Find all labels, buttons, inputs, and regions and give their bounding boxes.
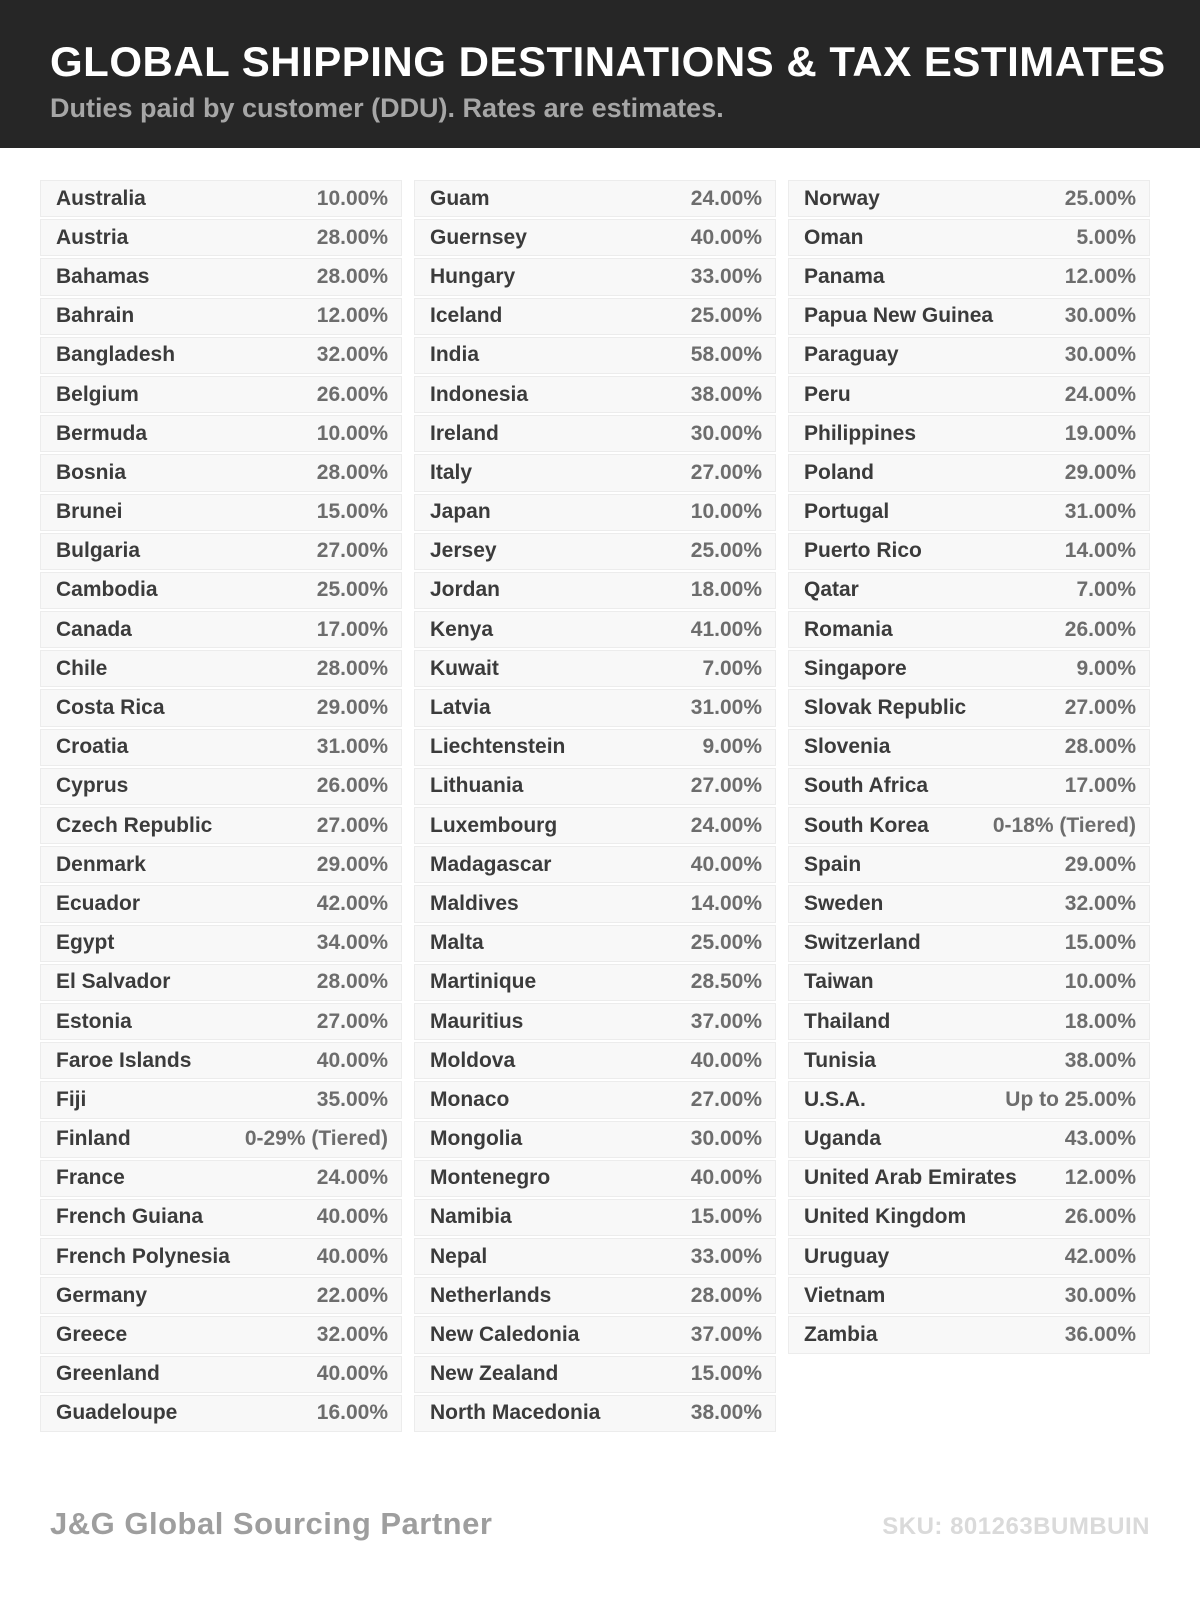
country-name: French Guiana — [56, 1205, 204, 1229]
country-name: North Macedonia — [430, 1401, 601, 1425]
country-name: Oman — [804, 225, 864, 249]
table-row — [414, 1199, 776, 1236]
country-name: Bangladesh — [56, 343, 176, 367]
tax-rate: 26.00% — [1064, 1205, 1136, 1229]
tax-rate: 32.00% — [316, 1323, 388, 1347]
country-name: U.S.A. — [804, 1087, 866, 1111]
table-row — [788, 1081, 1150, 1118]
country-name: Jersey — [430, 539, 497, 563]
table-row — [40, 1003, 402, 1040]
tax-rate: 10.00% — [1064, 970, 1136, 994]
country-name: Vietnam — [804, 1283, 886, 1307]
country-name: Costa Rica — [56, 696, 165, 720]
table-row — [414, 1316, 776, 1353]
tax-rate: 38.00% — [1064, 1048, 1136, 1072]
table-row — [414, 494, 776, 531]
table-row — [414, 219, 776, 256]
table-row — [414, 611, 776, 648]
country-name: Japan — [430, 500, 491, 524]
table-row — [788, 729, 1150, 766]
country-name: Guadeloupe — [56, 1401, 178, 1425]
table-row — [40, 885, 402, 922]
tax-rate: 28.00% — [316, 460, 388, 484]
country-name: Tunisia — [804, 1048, 876, 1072]
tax-rate: 12.00% — [1064, 264, 1136, 288]
tax-rate: 10.00% — [316, 186, 388, 210]
country-name: Portugal — [804, 500, 890, 524]
table-row — [414, 846, 776, 883]
table-row — [788, 964, 1150, 1001]
table-row — [414, 1042, 776, 1079]
page-header — [0, 0, 1200, 148]
tax-rate: 40.00% — [690, 1048, 762, 1072]
tax-rate: 9.00% — [1076, 656, 1136, 680]
tax-rate: 25.00% — [690, 539, 762, 563]
country-name: Denmark — [56, 852, 146, 876]
country-name: Philippines — [804, 421, 917, 445]
table-row — [788, 1316, 1150, 1353]
country-name: Martinique — [430, 970, 537, 994]
tax-rate: 17.00% — [1064, 774, 1136, 798]
table-row — [788, 650, 1150, 687]
table-row — [40, 611, 402, 648]
table-row — [788, 611, 1150, 648]
table-row — [788, 1238, 1150, 1275]
country-name: Peru — [804, 382, 851, 406]
rates-column-3 — [788, 180, 1150, 1354]
tax-rate: 27.00% — [690, 774, 762, 798]
tax-rate: 31.00% — [1064, 500, 1136, 524]
country-name: Finland — [56, 1127, 131, 1151]
country-name: Maldives — [430, 891, 519, 915]
country-name: Cyprus — [56, 774, 129, 798]
country-name: Netherlands — [430, 1283, 552, 1307]
country-name: Guam — [430, 186, 490, 210]
table-row — [414, 1003, 776, 1040]
tax-rate: 35.00% — [316, 1087, 388, 1111]
tax-rate: 30.00% — [1064, 1283, 1136, 1307]
tax-rate: 28.00% — [316, 264, 388, 288]
country-name: French Polynesia — [56, 1244, 230, 1268]
tax-rate: 27.00% — [1064, 696, 1136, 720]
tax-rate: 32.00% — [316, 343, 388, 367]
country-name: South Korea — [804, 813, 929, 837]
table-row — [414, 964, 776, 1001]
country-name: Namibia — [430, 1205, 512, 1229]
tax-rate: 31.00% — [316, 735, 388, 759]
page-title: GLOBAL SHIPPING DESTINATIONS & TAX ESTIMATES — [50, 38, 1166, 85]
table-row — [788, 807, 1150, 844]
tax-rate: 28.50% — [690, 970, 762, 994]
country-name: Brunei — [56, 500, 123, 524]
country-name: Fiji — [56, 1087, 87, 1111]
table-row — [788, 1277, 1150, 1314]
table-row — [414, 807, 776, 844]
country-name: Greece — [56, 1323, 128, 1347]
table-row — [788, 1121, 1150, 1158]
table-row — [414, 180, 776, 217]
tax-rate: 14.00% — [690, 891, 762, 915]
country-name: Ecuador — [56, 891, 141, 915]
rates-column-1 — [40, 180, 402, 1432]
table-row — [40, 1395, 402, 1432]
table-row — [788, 494, 1150, 531]
country-name: United Arab Emirates — [804, 1166, 1017, 1190]
country-name: Austria — [56, 225, 129, 249]
country-name: Montenegro — [430, 1166, 551, 1190]
table-row — [414, 376, 776, 413]
tax-rate: 15.00% — [316, 500, 388, 524]
tax-rate: 37.00% — [690, 1323, 762, 1347]
country-name: Sweden — [804, 891, 884, 915]
table-row — [788, 1042, 1150, 1079]
country-name: Czech Republic — [56, 813, 213, 837]
table-row — [40, 729, 402, 766]
country-name: Norway — [804, 186, 880, 210]
tax-rate: 7.00% — [1076, 578, 1136, 602]
country-name: Canada — [56, 617, 132, 641]
country-name: Chile — [56, 656, 108, 680]
table-row — [788, 415, 1150, 452]
table-row — [414, 1081, 776, 1118]
table-row — [40, 689, 402, 726]
country-name: Papua New Guinea — [804, 304, 994, 328]
brand-name: J&G Global Sourcing Partner — [50, 1506, 493, 1541]
tax-rate: 29.00% — [1064, 852, 1136, 876]
tax-rate: 28.00% — [1064, 735, 1136, 759]
table-row — [40, 533, 402, 570]
table-row — [414, 925, 776, 962]
table-row — [788, 846, 1150, 883]
tax-rate: 27.00% — [316, 1009, 388, 1033]
country-name: Bulgaria — [56, 539, 141, 563]
tax-rate: 16.00% — [316, 1401, 388, 1425]
tax-rate: 15.00% — [690, 1205, 762, 1229]
page-subtitle: Duties paid by customer (DDU). Rates are estimates. — [50, 93, 724, 123]
tax-rate: 24.00% — [690, 186, 762, 210]
country-name: South Africa — [804, 774, 929, 798]
tax-rate: 27.00% — [690, 460, 762, 484]
tax-rate: 29.00% — [1064, 460, 1136, 484]
table-row — [788, 572, 1150, 609]
tax-rate: 40.00% — [316, 1362, 388, 1386]
country-name: Puerto Rico — [804, 539, 922, 563]
table-row — [40, 1356, 402, 1393]
table-row — [40, 1042, 402, 1079]
table-row — [414, 298, 776, 335]
table-row — [788, 376, 1150, 413]
country-name: Belgium — [56, 382, 139, 406]
table-row — [414, 1160, 776, 1197]
country-name: Slovenia — [804, 735, 891, 759]
table-row — [788, 1160, 1150, 1197]
table-row — [414, 1395, 776, 1432]
tax-rates-table — [40, 180, 1150, 1432]
tax-rate: 7.00% — [702, 656, 762, 680]
table-row — [788, 533, 1150, 570]
table-row — [40, 415, 402, 452]
table-row — [40, 925, 402, 962]
country-name: India — [430, 343, 480, 367]
table-row — [414, 415, 776, 452]
tax-rate: 24.00% — [690, 813, 762, 837]
table-row — [40, 768, 402, 805]
tax-rate: 42.00% — [1064, 1244, 1136, 1268]
country-name: Greenland — [56, 1362, 160, 1386]
tax-rate: 30.00% — [1064, 343, 1136, 367]
tax-rate: 10.00% — [316, 421, 388, 445]
tax-rate: 29.00% — [316, 852, 388, 876]
tax-rate: 40.00% — [316, 1205, 388, 1229]
table-row — [40, 807, 402, 844]
country-name: Slovak Republic — [804, 696, 967, 720]
country-name: Zambia — [804, 1323, 878, 1347]
tax-rate: 33.00% — [690, 264, 762, 288]
table-row — [788, 768, 1150, 805]
tax-rate: 25.00% — [690, 304, 762, 328]
country-name: Kenya — [430, 617, 494, 641]
country-name: Panama — [804, 264, 885, 288]
tax-rate: 28.00% — [690, 1283, 762, 1307]
tax-rate: 58.00% — [690, 343, 762, 367]
tax-rate: 9.00% — [702, 735, 762, 759]
country-name: New Caledonia — [430, 1323, 580, 1347]
tax-rate: 43.00% — [1064, 1127, 1136, 1151]
tax-rate: 28.00% — [316, 656, 388, 680]
table-row — [788, 219, 1150, 256]
tax-rate: 30.00% — [690, 1127, 762, 1151]
tax-rate: 28.00% — [316, 225, 388, 249]
country-name: Poland — [804, 460, 875, 484]
country-name: Taiwan — [804, 970, 874, 994]
table-row — [40, 1316, 402, 1353]
tax-rate: 18.00% — [690, 578, 762, 602]
table-row — [414, 1277, 776, 1314]
country-name: Bahamas — [56, 264, 150, 288]
table-row — [788, 925, 1150, 962]
table-row — [788, 1199, 1150, 1236]
tax-rate: 0-29% (Tiered) — [244, 1127, 388, 1151]
country-name: France — [56, 1166, 125, 1190]
country-name: Liechtenstein — [430, 735, 566, 759]
tax-rate: 28.00% — [316, 970, 388, 994]
country-name: Uganda — [804, 1127, 882, 1151]
country-name: Luxembourg — [430, 813, 558, 837]
country-name: Estonia — [56, 1009, 132, 1033]
table-row — [40, 572, 402, 609]
tax-rate: 10.00% — [690, 500, 762, 524]
tax-rate: 15.00% — [690, 1362, 762, 1386]
table-row — [788, 1003, 1150, 1040]
country-name: Paraguay — [804, 343, 899, 367]
country-name: Guernsey — [430, 225, 527, 249]
country-name: Mongolia — [430, 1127, 523, 1151]
table-row — [40, 1199, 402, 1236]
tax-rate: 38.00% — [690, 382, 762, 406]
country-name: Faroe Islands — [56, 1048, 192, 1072]
table-row — [788, 454, 1150, 491]
tax-rate: 40.00% — [690, 1166, 762, 1190]
tax-rate: 32.00% — [1064, 891, 1136, 915]
tax-rate: 0-18% (Tiered) — [992, 813, 1136, 837]
country-name: Spain — [804, 852, 862, 876]
table-row — [414, 729, 776, 766]
table-row — [414, 650, 776, 687]
country-name: Singapore — [804, 656, 907, 680]
tax-rate: 36.00% — [1064, 1323, 1136, 1347]
table-row — [40, 298, 402, 335]
tax-rate: 5.00% — [1076, 225, 1136, 249]
table-row — [40, 337, 402, 374]
tax-rate: 12.00% — [316, 304, 388, 328]
table-row — [414, 1356, 776, 1393]
country-name: Kuwait — [430, 656, 499, 680]
table-row — [40, 964, 402, 1001]
country-name: Egypt — [56, 931, 115, 955]
tax-rate: 30.00% — [690, 421, 762, 445]
tax-rate: 27.00% — [316, 813, 388, 837]
country-name: Australia — [56, 186, 146, 210]
country-name: Thailand — [804, 1009, 891, 1033]
table-row — [788, 298, 1150, 335]
table-row — [414, 689, 776, 726]
tax-rate: 12.00% — [1064, 1166, 1136, 1190]
country-name: Hungary — [430, 264, 516, 288]
country-name: Nepal — [430, 1244, 488, 1268]
country-name: United Kingdom — [804, 1205, 967, 1229]
country-name: Indonesia — [430, 382, 529, 406]
country-name: Qatar — [804, 578, 859, 602]
table-row — [40, 1121, 402, 1158]
tax-rate: 33.00% — [690, 1244, 762, 1268]
country-name: Madagascar — [430, 852, 552, 876]
table-row — [414, 258, 776, 295]
table-row — [40, 454, 402, 491]
tax-rate: Up to 25.00% — [1005, 1087, 1136, 1111]
tax-rate: 40.00% — [690, 225, 762, 249]
table-row — [788, 689, 1150, 726]
country-name: Uruguay — [804, 1244, 890, 1268]
country-name: Bermuda — [56, 421, 148, 445]
tax-rate: 40.00% — [316, 1048, 388, 1072]
tax-rate: 42.00% — [316, 891, 388, 915]
country-name: El Salvador — [56, 970, 171, 994]
country-name: Mauritius — [430, 1009, 524, 1033]
sku-label: SKU: 801263BUMBUIN — [882, 1513, 1150, 1540]
country-name: Malta — [430, 931, 484, 955]
country-name: Jordan — [430, 578, 501, 602]
tax-rate: 24.00% — [1064, 382, 1136, 406]
country-name: Latvia — [430, 696, 491, 720]
country-name: Iceland — [430, 304, 503, 328]
country-name: Romania — [804, 617, 893, 641]
table-row — [414, 572, 776, 609]
tax-rate: 40.00% — [690, 852, 762, 876]
country-name: Monaco — [430, 1087, 510, 1111]
country-name: Germany — [56, 1283, 148, 1307]
table-row — [414, 1121, 776, 1158]
country-name: Cambodia — [56, 578, 158, 602]
table-row — [414, 1238, 776, 1275]
table-row — [788, 337, 1150, 374]
country-name: Moldova — [430, 1048, 516, 1072]
table-row — [40, 258, 402, 295]
table-row — [414, 768, 776, 805]
tax-rate: 27.00% — [316, 539, 388, 563]
tax-rate: 25.00% — [316, 578, 388, 602]
tax-rate: 26.00% — [316, 382, 388, 406]
country-name: Bosnia — [56, 460, 127, 484]
tax-rate: 18.00% — [1064, 1009, 1136, 1033]
table-row — [414, 454, 776, 491]
tax-rate: 14.00% — [1064, 539, 1136, 563]
tax-rate: 41.00% — [690, 617, 762, 641]
tax-rate: 17.00% — [316, 617, 388, 641]
table-row — [788, 180, 1150, 217]
tax-rate: 40.00% — [316, 1244, 388, 1268]
table-row — [788, 885, 1150, 922]
table-row — [40, 219, 402, 256]
tax-rate: 30.00% — [1064, 304, 1136, 328]
table-row — [40, 180, 402, 217]
table-row — [414, 885, 776, 922]
tax-rate: 38.00% — [690, 1401, 762, 1425]
table-row — [40, 376, 402, 413]
table-row — [414, 533, 776, 570]
tax-rate: 25.00% — [690, 931, 762, 955]
tax-rate: 22.00% — [316, 1283, 388, 1307]
tax-rate: 15.00% — [1064, 931, 1136, 955]
country-name: Croatia — [56, 735, 129, 759]
country-name: Switzerland — [804, 931, 921, 955]
country-name: Lithuania — [430, 774, 524, 798]
table-row — [40, 846, 402, 883]
table-row — [414, 337, 776, 374]
tax-rate: 24.00% — [316, 1166, 388, 1190]
table-row — [40, 1277, 402, 1314]
table-row — [40, 650, 402, 687]
tax-rate: 26.00% — [1064, 617, 1136, 641]
country-name: Ireland — [430, 421, 499, 445]
table-row — [788, 258, 1150, 295]
country-name: Italy — [430, 460, 473, 484]
table-row — [40, 1081, 402, 1118]
country-name: Bahrain — [56, 304, 135, 328]
tax-rate: 37.00% — [690, 1009, 762, 1033]
table-row — [40, 1160, 402, 1197]
tax-rate: 31.00% — [690, 696, 762, 720]
tax-rate: 26.00% — [316, 774, 388, 798]
tax-rate: 25.00% — [1064, 186, 1136, 210]
tax-rate: 19.00% — [1064, 421, 1136, 445]
table-row — [40, 494, 402, 531]
tax-rate: 27.00% — [690, 1087, 762, 1111]
tax-rate: 34.00% — [316, 931, 388, 955]
country-name: New Zealand — [430, 1362, 559, 1386]
tax-rate: 29.00% — [316, 696, 388, 720]
table-row — [40, 1238, 402, 1275]
rates-column-2 — [414, 180, 776, 1432]
